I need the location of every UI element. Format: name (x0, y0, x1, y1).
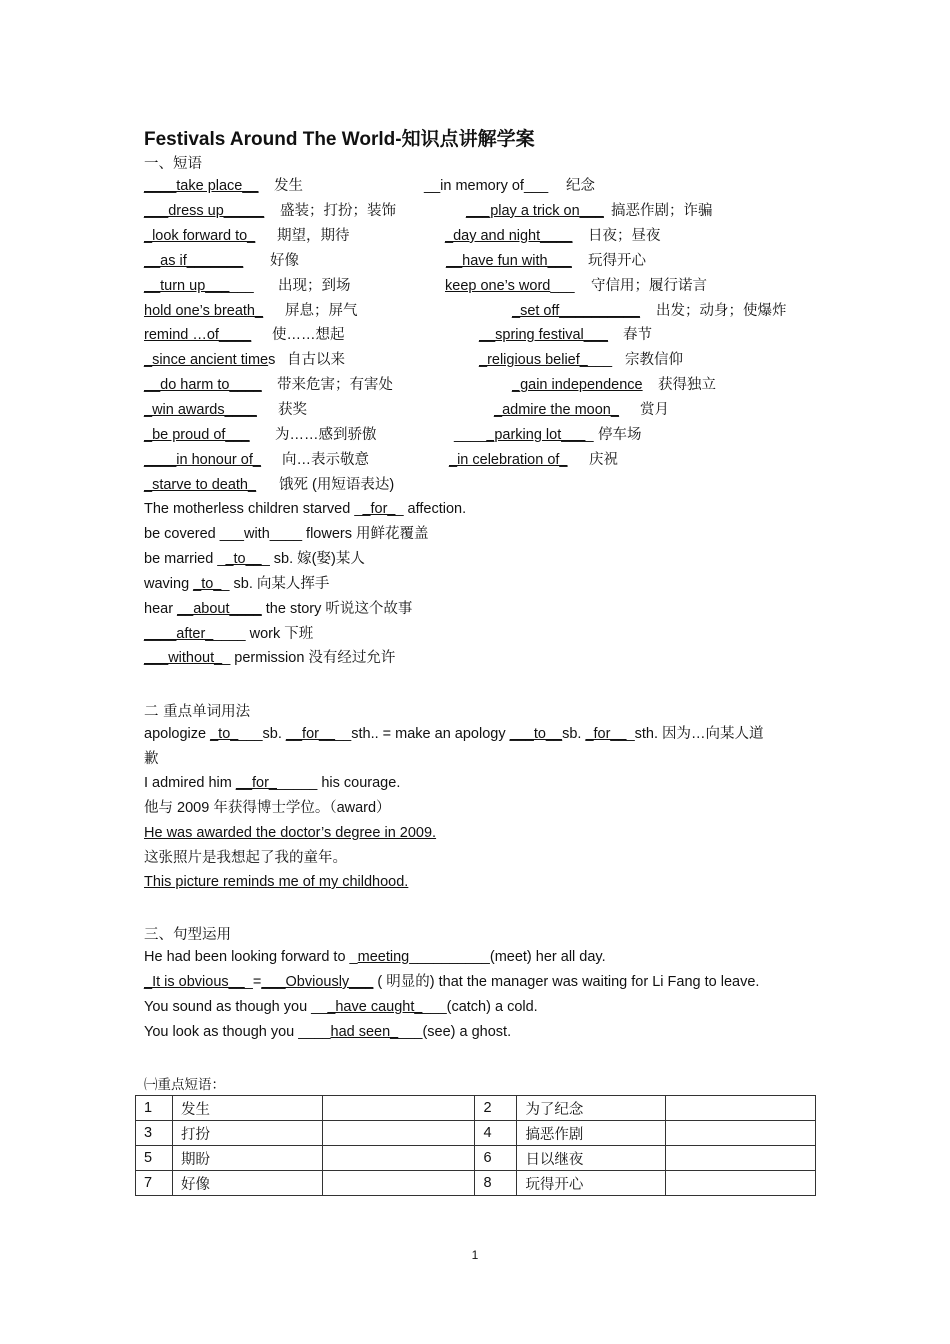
phrase-answer: keep one’s word (445, 277, 551, 294)
phrase-answer: _in celebration of_ (449, 451, 568, 468)
answer-blank-cell[interactable] (666, 1096, 816, 1121)
preposition-line: ____after_____ work 下班 (144, 625, 314, 642)
phrase-item (144, 475, 256, 495)
phrase-answer: _set off__________ (512, 302, 640, 319)
table-row (136, 1171, 816, 1196)
section-heading-phrases: 一、短语 (144, 156, 202, 172)
answer-blank-cell[interactable] (666, 1121, 816, 1146)
phrase-meaning: 向…表示敬意 (282, 451, 369, 468)
phrase-meaning: 为……感到骄傲 (275, 427, 377, 443)
phrase-item: __turn up______ (144, 277, 254, 294)
table-cell: 搞恶作剧 (517, 1121, 666, 1146)
phrase-table (135, 1095, 816, 1196)
answer-blank-cell[interactable] (322, 1121, 475, 1146)
translation-question-1: 他与 2009 年获得博士学位。（award） (144, 800, 391, 816)
table-cell: 日以继夜 (517, 1146, 666, 1171)
phrase-item (144, 201, 264, 221)
phrase-meaning: 屏息；屏气 (285, 302, 358, 319)
phrase-item: __in memory of___ (424, 178, 549, 194)
table-cell: 5 (136, 1146, 173, 1171)
sentence-1: He had been looking forward to _meeting__________(meet) her all day. (144, 949, 606, 965)
phrase-meaning: 期望，期待 (277, 227, 350, 244)
phrase-answer: ____in honour of_ (144, 451, 261, 468)
table-cell: 3 (136, 1121, 173, 1146)
phrase-item (144, 176, 259, 196)
preposition-answer: _to__ (225, 550, 262, 567)
table-cell: 打扮 (172, 1121, 322, 1146)
phrase-answer: __have fun with___ (446, 252, 572, 269)
phrase-answer: _day and night____ (445, 227, 573, 244)
phrase-item (512, 301, 640, 321)
phrase-item (144, 375, 262, 395)
preposition-answer: ___without_ (144, 650, 223, 667)
phrase-meaning: 日夜；昼夜 (588, 227, 661, 244)
table-caption: ㈠重点短语： (144, 1077, 225, 1093)
phrase-answer: _gain independence (512, 377, 643, 394)
apologize-line: apologize _to____sb. __for____sth.. = make an apology ___to__sb. _for___sth. 因为…向某人道 (144, 726, 764, 742)
phrase-item (144, 301, 263, 321)
phrase-meaning: 玩得开心 (588, 252, 646, 269)
sentence-2: _It is obvious___=___Obviously___ ( 明显的) that the manager was waiting for Li Fang to leave. (144, 974, 760, 990)
answer-blank-cell[interactable] (322, 1146, 475, 1171)
table-row (136, 1121, 816, 1146)
phrase-meaning: 庆祝 (589, 451, 618, 468)
phrase-item (144, 450, 261, 470)
phrase-meaning: 宗教信仰 (625, 352, 683, 369)
preposition-line: be married __to___ sb. 嫁(娶)某人 (144, 550, 365, 567)
preposition-line: The motherless children starved __for__ affection. (144, 501, 467, 517)
phrase-item (144, 325, 251, 345)
phrase-answer: _win awards____ (144, 402, 257, 419)
table-cell: 7 (136, 1171, 173, 1196)
phrase-item: _since ancient times (144, 352, 276, 369)
phrase-item: _____parking lot____ (454, 427, 594, 443)
preposition-answer: _for_ (362, 501, 396, 517)
translation-answer-2: This picture reminds me of my childhood. (144, 874, 409, 890)
phrase-answer: in memory of___ (440, 178, 549, 194)
phrase-answer: hold one’s breath_ (144, 302, 264, 319)
table-cell: 8 (475, 1171, 517, 1196)
table-row (136, 1146, 816, 1171)
phrase-meaning: 赏月 (640, 402, 669, 419)
phrase-meaning: 使……想起 (272, 327, 345, 344)
phrase-answer: _admire the moon_ (494, 402, 619, 419)
phrase-item (512, 375, 643, 395)
phrase-meaning: 春节 (623, 327, 652, 344)
answer-blank-cell[interactable] (666, 1146, 816, 1171)
preposition-line: hear __about____ the story 听说这个故事 (144, 600, 413, 617)
phrase-meaning: 出发；动身；使爆炸 (656, 302, 787, 319)
preposition-answer: ____after_ (144, 625, 214, 642)
answer-blank-cell[interactable] (666, 1171, 816, 1196)
phrase-answer: _starve to death_ (144, 476, 257, 493)
preposition-line: be covered ___with____ flowers 用鲜花覆盖 (144, 525, 429, 542)
table-cell: 1 (136, 1096, 173, 1121)
translation-question-2: 这张照片是我想起了我的童年。 (144, 850, 347, 866)
sentence-3: You sound as though you ___have caught____(catch) a cold. (144, 999, 538, 1015)
phrase-answer: _be proud of___ (144, 427, 250, 443)
phrase-item (466, 201, 604, 221)
table-cell: 好像 (172, 1171, 322, 1196)
phrase-item: _religious belief____ (479, 352, 613, 369)
phrase-meaning: 盛装；打扮；装饰 (280, 202, 396, 219)
section-heading-words: 二 重点单词用法 (144, 704, 251, 720)
phrase-meaning: 饿死 (用短语表达) (279, 476, 395, 493)
phrase-answer: _look forward to_ (144, 227, 256, 244)
table-cell: 玩得开心 (517, 1171, 666, 1196)
phrase-answer: __spring festival___ (479, 327, 608, 344)
phrase-meaning: 搞恶作剧；诈骗 (611, 202, 713, 219)
preposition-line: waving _to__ sb. 向某人挥手 (144, 575, 330, 592)
phrase-answer: __do harm to____ (144, 377, 262, 394)
phrase-answer: _parking lot___ (486, 427, 586, 443)
phrase-meaning: 好像 (270, 252, 299, 269)
phrase-item: keep one’s word___ (445, 277, 575, 294)
phrase-item (479, 325, 608, 345)
phrase-meaning: 带来危害；有害处 (277, 377, 393, 394)
phrase-answer: _since ancient time (144, 352, 269, 369)
phrase-item (449, 450, 568, 470)
phrase-item (144, 226, 255, 246)
table-row (136, 1096, 816, 1121)
phrase-meaning: 发生 (274, 178, 303, 194)
phrase-answer: remind …of____ (144, 327, 252, 344)
table-cell: 发生 (172, 1096, 322, 1121)
preposition-answer: _to_ (193, 575, 222, 592)
preposition-line: ___without__ permission 没有经过允许 (144, 650, 396, 667)
preposition-answer: __about____ (177, 600, 262, 617)
phrase-item (144, 251, 243, 271)
phrase-meaning: 获奖 (278, 402, 307, 419)
table-cell: 2 (475, 1096, 517, 1121)
phrase-item (144, 400, 257, 420)
phrase-meaning: 守信用；履行诺言 (591, 277, 707, 294)
table-cell: 6 (475, 1146, 517, 1171)
answer-blank-cell[interactable] (322, 1171, 475, 1196)
phrase-meaning: 自古以来 (287, 352, 345, 369)
phrase-item (144, 425, 250, 445)
phrase-answer: __turn up___ (144, 277, 230, 294)
phrase-answer: ____take place__ (144, 178, 259, 194)
page-number: 1 (471, 1248, 479, 1262)
section-heading-sentences: 三、句型运用 (144, 927, 231, 943)
phrase-answer: ___dress up_____ (144, 202, 265, 219)
phrase-meaning: 纪念 (566, 178, 595, 194)
table-cell: 为了纪念 (517, 1096, 666, 1121)
phrase-answer: ___play a trick on___ (466, 202, 604, 219)
table-cell: 期盼 (172, 1146, 322, 1171)
admired-line: I admired him __for______ his courage. (144, 775, 401, 791)
apologize-line-wrap: 歉 (144, 751, 159, 767)
phrase-answer: __as if_______ (144, 252, 244, 269)
phrase-item (494, 400, 619, 420)
phrase-meaning: 出现；到场 (278, 277, 351, 294)
sentence-4: You look as though you ____had seen____(see) a ghost. (144, 1024, 512, 1040)
translation-answer-1: He was awarded the doctor’s degree in 2009. (144, 825, 437, 841)
answer-blank-cell[interactable] (322, 1096, 475, 1121)
phrase-answer: _religious belief_ (479, 352, 588, 369)
phrase-item (445, 226, 572, 246)
phrase-meaning: 停车场 (598, 427, 642, 443)
phrase-item (446, 251, 572, 271)
table-cell: 4 (475, 1121, 517, 1146)
page-title: Festivals Around The World-知识点讲解学案 (144, 129, 535, 150)
phrase-meaning: 获得独立 (658, 377, 716, 394)
